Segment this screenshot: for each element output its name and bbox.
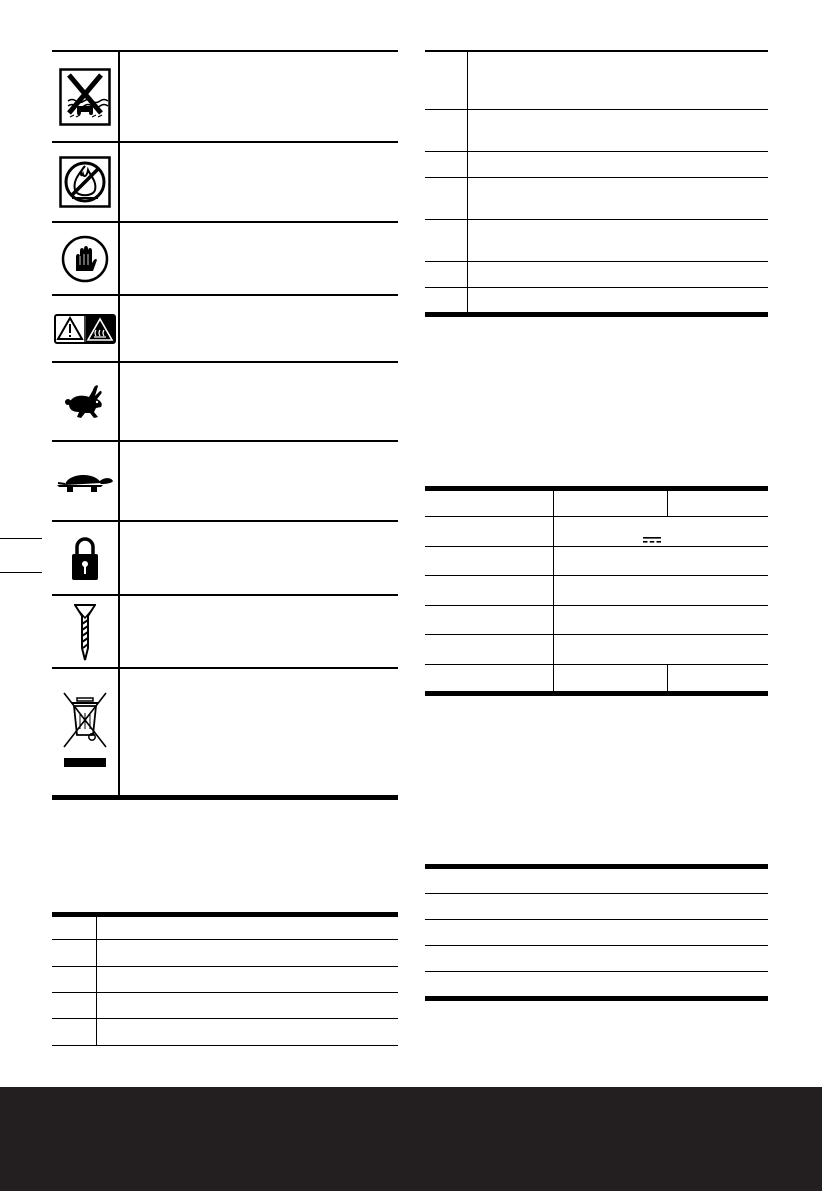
screw-icon	[52, 596, 118, 667]
wear-gloves-icon	[52, 223, 118, 294]
no-water-immersion-icon	[52, 52, 118, 141]
dc-current-icon	[643, 530, 661, 536]
warning-hot-surface-icon	[52, 296, 118, 361]
lock-icon	[52, 522, 118, 594]
wee-crossed-bin-icon	[52, 669, 118, 795]
footer-bar	[0, 1087, 822, 1191]
high-speed-rabbit-icon	[52, 363, 118, 440]
low-speed-turtle-icon	[52, 442, 118, 520]
no-fire-icon	[52, 143, 118, 221]
